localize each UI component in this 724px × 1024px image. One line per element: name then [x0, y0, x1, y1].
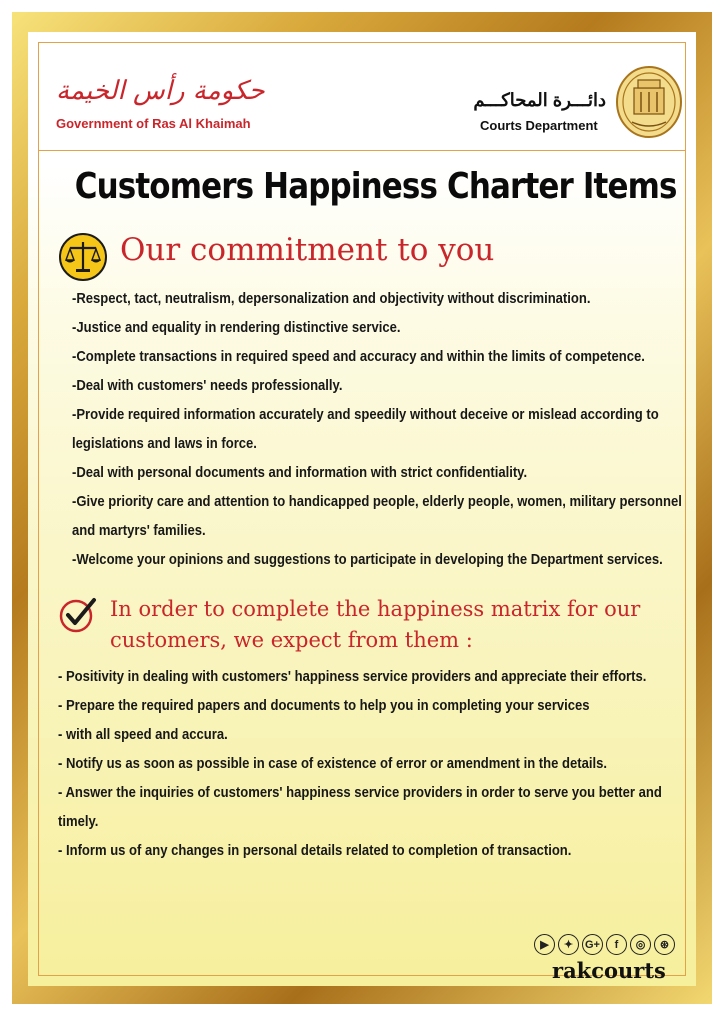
list-item: -Provide required information accurately and speedily without deceive or mislead according to legislations and laws in force.	[72, 406, 659, 452]
list-item: - Prepare the required papers and documents to help you in completing your services	[58, 697, 590, 714]
social-handle: rakcourts	[552, 958, 666, 983]
commitment-list	[72, 284, 690, 574]
list-item: - Notify us as soon as possible in case of existence of error or amendment in the details.	[58, 755, 607, 772]
list-item: -Deal with customers' needs professionally.	[72, 377, 343, 394]
expectations-list	[58, 662, 676, 865]
courts-emblem-icon	[614, 64, 684, 140]
facebook-icon[interactable]: f	[606, 934, 627, 955]
commitment-heading: Our commitment to you	[120, 232, 495, 268]
poster-panel	[28, 32, 696, 986]
twitter-icon[interactable]: ✦	[558, 934, 579, 955]
list-item: -Justice and equality in rendering distinctive service.	[72, 319, 401, 336]
header-divider	[38, 150, 686, 151]
expectations-heading: In order to complete the happiness matrix for our customers, we expect from them :	[110, 597, 641, 652]
dribbble-icon[interactable]: ⊛	[654, 934, 675, 955]
scales-icon	[58, 232, 108, 282]
list-item: - Positivity in dealing with customers' happiness service providers and appreciate their efforts.	[58, 668, 647, 685]
gov-english-logo: Government of Ras Al Khaimah	[56, 116, 251, 131]
list-item: -Complete transactions in required speed and accuracy and within the limits of competence.	[72, 348, 645, 365]
social-icons	[534, 934, 675, 955]
gold-frame	[12, 12, 712, 1004]
list-item: -Welcome your opinions and suggestions to participate in developing the Department services.	[72, 551, 663, 568]
courts-english-title: Courts Department	[480, 118, 598, 133]
list-item: -Deal with personal documents and information with strict confidentiality.	[72, 464, 528, 481]
page-title: Customers Happiness Charter Items	[74, 166, 677, 207]
gov-arabic-logo: حكومة رأس الخيمة	[56, 76, 265, 106]
list-item: -Respect, tact, neutralism, depersonalization and objectivity without discrimination.	[72, 290, 591, 307]
youtube-icon[interactable]: ▶	[534, 934, 555, 955]
list-item: - Inform us of any changes in personal details related to completion of transaction.	[58, 842, 572, 859]
instagram-icon[interactable]: ◎	[630, 934, 651, 955]
google-plus-icon[interactable]: G+	[582, 934, 603, 955]
list-item: -Give priority care and attention to handicapped people, elderly people, women, military personnel and martyrs' families.	[72, 493, 682, 539]
courts-arabic-title: دائـــرة المحاكـــم	[473, 90, 606, 110]
list-item: - with all speed and accura.	[58, 726, 228, 743]
list-item: - Answer the inquiries of customers' happiness service providers in order to serve you better and timely.	[58, 784, 662, 830]
check-circle-icon	[58, 594, 98, 634]
